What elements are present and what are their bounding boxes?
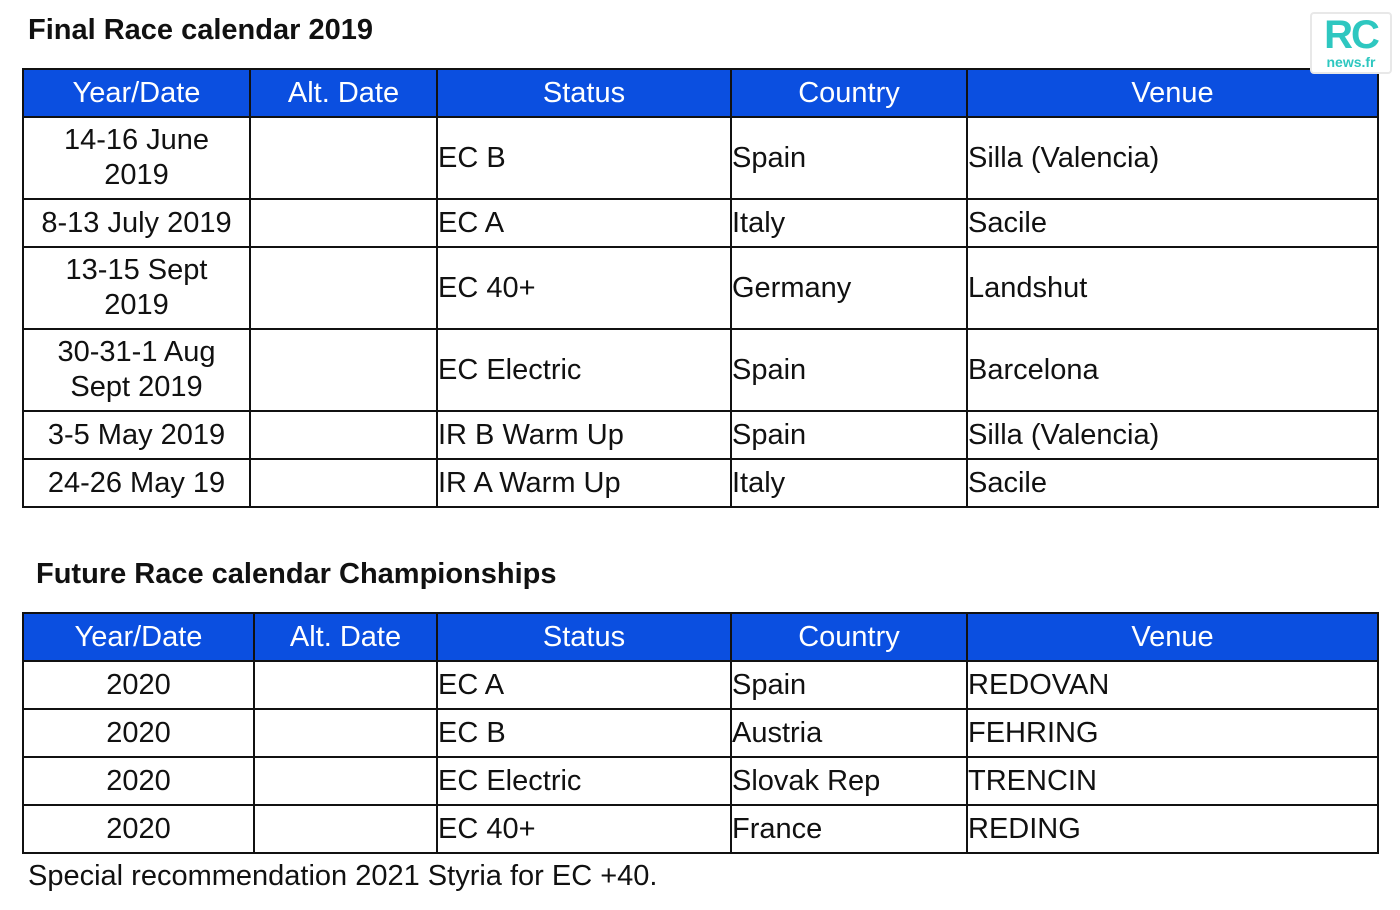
cell-status: EC Electric <box>437 757 731 805</box>
header-status: Status <box>437 69 731 117</box>
header-country: Country <box>731 613 967 661</box>
header-year-date: Year/Date <box>23 69 250 117</box>
table-row <box>23 709 1378 757</box>
table-header-row <box>23 69 1378 117</box>
cell-date: 30-31-1 Aug Sept 2019 <box>23 329 250 411</box>
cell-status: IR B Warm Up <box>437 411 731 459</box>
cell-venue: Silla (Valencia) <box>967 117 1378 199</box>
cell-venue: Sacile <box>967 199 1378 247</box>
rcnews-logo <box>1310 12 1392 74</box>
cell-venue: Silla (Valencia) <box>967 411 1378 459</box>
cell-date: 2020 <box>23 805 254 853</box>
cell-date: 3-5 May 2019 <box>23 411 250 459</box>
table-row <box>23 459 1378 507</box>
cell-alt-date <box>254 661 437 709</box>
cell-venue: REDING <box>967 805 1378 853</box>
cell-status: IR A Warm Up <box>437 459 731 507</box>
cell-country: Spain <box>731 411 967 459</box>
table-row <box>23 199 1378 247</box>
cell-country: Spain <box>731 117 967 199</box>
cell-venue: FEHRING <box>967 709 1378 757</box>
cell-country: Slovak Rep <box>731 757 967 805</box>
cell-date: 2020 <box>23 757 254 805</box>
cell-country: Austria <box>731 709 967 757</box>
cell-alt-date <box>250 199 437 247</box>
cell-country: Germany <box>731 247 967 329</box>
cell-status: EC A <box>437 661 731 709</box>
footnote: Special recommendation 2021 Styria for EC +40. <box>28 860 658 892</box>
header-year-date: Year/Date <box>23 613 254 661</box>
race-calendar-2019-table <box>22 68 1379 508</box>
header-country: Country <box>731 69 967 117</box>
cell-alt-date <box>250 459 437 507</box>
cell-date: 13-15 Sept 2019 <box>23 247 250 329</box>
cell-status: EC 40+ <box>437 805 731 853</box>
cell-alt-date <box>250 411 437 459</box>
logo-sub-text: news.fr <box>1326 54 1376 70</box>
section-title-future: Future Race calendar Championships <box>36 558 557 590</box>
header-alt-date: Alt. Date <box>254 613 437 661</box>
cell-country: Spain <box>731 329 967 411</box>
cell-status: EC B <box>437 117 731 199</box>
table-row <box>23 329 1378 411</box>
table-row <box>23 757 1378 805</box>
table-row <box>23 661 1378 709</box>
cell-country: France <box>731 805 967 853</box>
cell-venue: Barcelona <box>967 329 1378 411</box>
header-alt-date: Alt. Date <box>250 69 437 117</box>
cell-country: Italy <box>731 459 967 507</box>
table-row <box>23 805 1378 853</box>
cell-status: EC Electric <box>437 329 731 411</box>
table-row <box>23 117 1378 199</box>
table-row <box>23 411 1378 459</box>
cell-venue: REDOVAN <box>967 661 1378 709</box>
future-race-calendar-table <box>22 612 1379 854</box>
cell-venue: Sacile <box>967 459 1378 507</box>
cell-alt-date <box>250 329 437 411</box>
cell-alt-date <box>254 805 437 853</box>
cell-date: 24-26 May 19 <box>23 459 250 507</box>
header-venue: Venue <box>967 69 1378 117</box>
header-status: Status <box>437 613 731 661</box>
cell-date: 14-16 June 2019 <box>23 117 250 199</box>
cell-date: 2020 <box>23 661 254 709</box>
cell-alt-date <box>254 757 437 805</box>
cell-venue: TRENCIN <box>967 757 1378 805</box>
table-row <box>23 247 1378 329</box>
cell-date: 2020 <box>23 709 254 757</box>
cell-date: 8-13 July 2019 <box>23 199 250 247</box>
cell-status: EC A <box>437 199 731 247</box>
cell-country: Spain <box>731 661 967 709</box>
cell-status: EC B <box>437 709 731 757</box>
cell-alt-date <box>254 709 437 757</box>
section-title-2019: Final Race calendar 2019 <box>28 14 373 46</box>
table-header-row <box>23 613 1378 661</box>
logo-main-text: RC <box>1324 13 1378 57</box>
cell-venue: Landshut <box>967 247 1378 329</box>
header-venue: Venue <box>967 613 1378 661</box>
cell-status: EC 40+ <box>437 247 731 329</box>
cell-alt-date <box>250 247 437 329</box>
cell-country: Italy <box>731 199 967 247</box>
cell-alt-date <box>250 117 437 199</box>
